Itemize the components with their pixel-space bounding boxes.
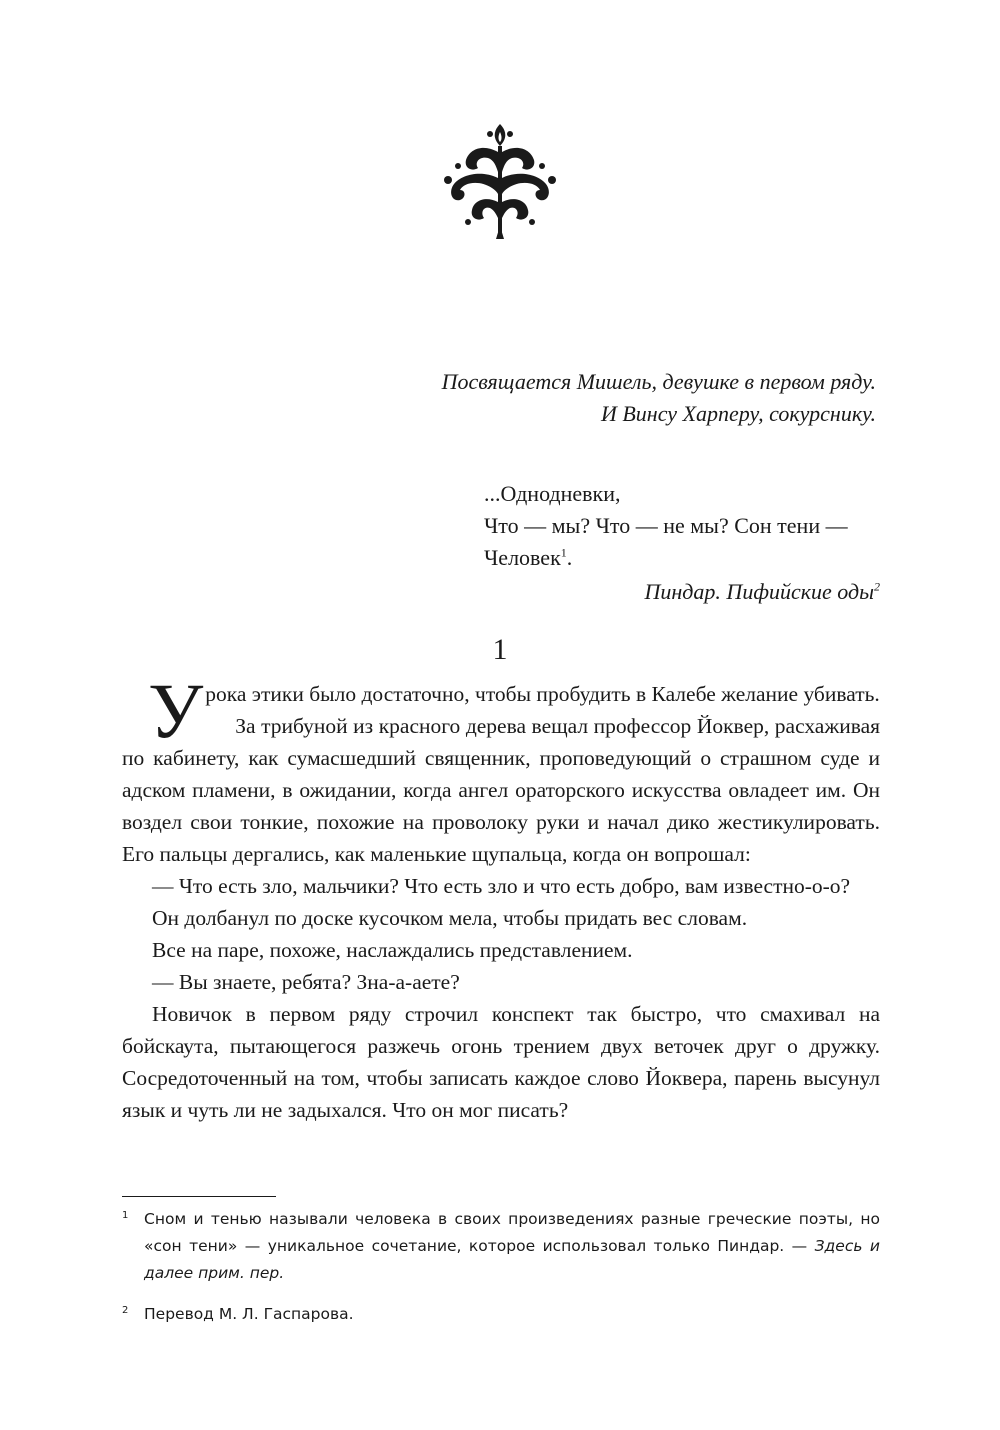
paragraph: — Вы знаете, ребята? Зна-а-аете? bbox=[152, 970, 460, 994]
footnote-number: 1 bbox=[122, 1210, 129, 1221]
floral-ornament-icon bbox=[440, 122, 560, 240]
epigraph-attribution bbox=[484, 576, 880, 608]
dedication-line: Посвящается Мишель, девушке в первом ряду. bbox=[441, 369, 876, 394]
epigraph-line: ...Однодневки, bbox=[484, 481, 621, 506]
epigraph-line-end: . bbox=[566, 545, 573, 570]
epigraph-line bbox=[484, 542, 880, 574]
chapter-body bbox=[122, 667, 880, 1126]
paragraph: — Что есть зло, мальчики? Что есть зло и что есть добро, вам известно-о-о? bbox=[152, 874, 851, 898]
dedication-line: И Винсу Харперу, сокурснику. bbox=[600, 401, 876, 426]
footnote-translator-note: Здесь и далее прим. пер. bbox=[144, 1237, 880, 1282]
epigraph-line-text: Человек bbox=[484, 545, 561, 570]
paragraph: За трибуной из красного дерева вещал профессор Йоквер, расхаживая по кабинету, как сумасшедший священник, проповедующий о страшном суде и адском пламени, в ожидании, когда ангел ораторского искусства овладеет им. Он воздел свои тонкие, похожие на проволоку руки и начал дико жестикулировать. Его пальцы дергались, как маленькие щупальца, когда он вопрошал: bbox=[122, 714, 880, 866]
footnote bbox=[122, 1301, 880, 1328]
footnote-divider bbox=[122, 1196, 276, 1197]
paragraph: Он долбанул по доске кусочком мела, чтобы придать вес словам. bbox=[152, 906, 748, 930]
epigraph-attribution-text: Пиндар. Пифийские оды bbox=[644, 579, 874, 604]
drop-cap: У bbox=[148, 667, 204, 754]
footnotes bbox=[122, 1206, 880, 1328]
dedication bbox=[442, 366, 876, 430]
paragraph bbox=[122, 667, 880, 754]
paragraph: Все на паре, похоже, наслаждались представлением. bbox=[152, 938, 633, 962]
paragraph: Новичок в первом ряду строчил конспект так быстро, что смахивал на бойскаута, пытающегося разжечь огонь трением двух веточек друг о дружку. Сосредоточенный на том, чтобы записать каждое слово Йоквера, парень высунул язык и чуть ли не задыхался. Что он мог писать? bbox=[122, 1002, 880, 1122]
footnote-number: 2 bbox=[122, 1305, 129, 1316]
footnote-marker[interactable]: 1 bbox=[560, 545, 567, 560]
footnote bbox=[122, 1206, 880, 1287]
paragraph-text: рока этики было достаточно, чтобы пробудить в Калебе желание убивать. bbox=[205, 682, 880, 706]
footnote-text: Перевод М. Л. Гаспарова. bbox=[144, 1305, 354, 1323]
chapter-number: 1 bbox=[492, 633, 508, 666]
epigraph-line: Что — мы? Что — не мы? Сон тени — bbox=[484, 513, 848, 538]
footnote-text: Сном и тенью называли человека в своих произведениях разные греческие поэты, но «сон тени» — уникальное сочетание, которое использовал только Пиндар. — bbox=[144, 1210, 880, 1255]
epigraph bbox=[484, 478, 880, 608]
footnote-marker[interactable]: 2 bbox=[874, 579, 880, 594]
